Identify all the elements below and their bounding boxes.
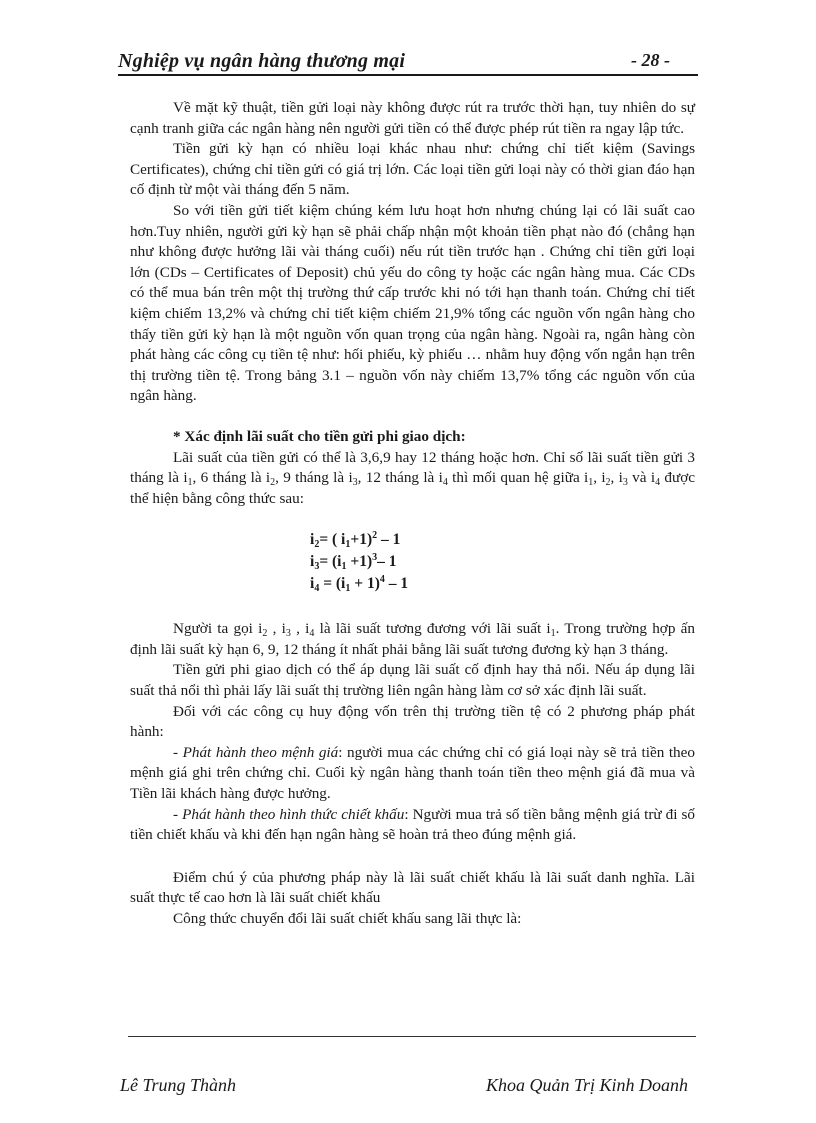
page-content <box>130 98 695 930</box>
paragraph-rates: Lãi suất của tiền gửi có thể là 3,6,9 hay 12 tháng hoặc hơn. Chỉ số lãi suất tiền gửi 3 tháng là $i_1$, 6 tháng là $i_2$, 9 tháng là $i_3$, 12 tháng là $i_4$ thì mối quan hệ giữa $i_1$, $i_2$, $i_3$ và $i_4$ được thể hiện bằng công thức sau: <box>130 448 695 507</box>
paragraph-par-value: - Phát hành theo mệnh giá: người mua các chứng chỉ có giá loại này sẽ trả tiền theo mệnh giá ghi trên chứng chỉ. Cuối kỳ ngân hàng thanh toán tiền theo mệnh giá đã mua và Tiền lãi khách hàng được hưởng. <box>130 743 695 803</box>
footer-divider <box>128 1036 696 1037</box>
paragraph-discount: - Phát hành theo hình thức chiết khấu: Người mua trả số tiền bằng mệnh giá trừ đi số tiền chiết khấu và khi đến hạn ngân hàng sẽ hoàn trả theo đúng mệnh giá. <box>130 805 696 844</box>
footer-author: Lê Trung Thành <box>120 1075 237 1095</box>
paragraph-conversion: Công thức chuyển đổi lãi suất chiết khấu sang lãi thực là: <box>173 910 522 927</box>
paragraph-technical: Về mặt kỹ thuật, tiền gửi loại này không được rút ra trước thời hạn, tuy nhiên do sự cạnh tranh giữa các ngân hàng nên người gửi tiền có thể được phép rút tiền ra ngay lập tức. <box>130 99 695 137</box>
footer-department: Khoa Quản Trị Kinh Doanh <box>485 1075 688 1095</box>
formula-i3: $i_3= (i_1 +1)^3-$ 1 <box>310 552 397 573</box>
page-number: - 28 - <box>631 50 670 70</box>
paragraph-issuance-methods: Đối với các công cụ huy động vốn trên thị trường tiền tệ có 2 phương pháp phát hành: <box>130 702 695 741</box>
formula-i4: $i_4 = (i_1 + 1)^4 - 1$ <box>310 574 409 595</box>
formula-block <box>310 529 695 595</box>
section-heading: * Xác định lãi suất cho tiền gửi phi giao dịch: <box>173 427 466 445</box>
paragraph-comparison: So với tiền gửi tiết kiệm chúng kém lưu hoạt hơn nhưng chúng lại có lãi suất cao hơn.Tuy nhiên, người gửi kỳ hạn sẽ phải chấp nhận một khoản tiền phạt nào đó (chẳng hạn như không được hưởng lãi vài tháng cuối) nếu rút tiền trước hạn . Chứng chỉ tiền gửi loại lớn (CDs – Certificates of Deposit) chủ yếu do công ty hoặc các ngân hàng mua. Các CDs có thể mua bán trên một thị trường thứ cấp trước khi nó tới hạn thanh toán. Chứng chỉ tiết kiệm chiếm 13,2% và chứng chỉ tiết kiệm chiếm 21,9% tổng các nguồn vốn ngân hàng cho thấy tiền gửi kỳ hạn là một nguồn vốn quan trọng của ngân hàng. Ngoài ra, ngân hàng còn phát hàng các công cụ tiền tệ như: hối phiếu, kỳ phiếu … nhằm huy động vốn ngắn hạn trên thị trường tiền tệ. Trong bảng 3.1 – nguồn vốn này chiếm 13,7% tổng các nguồn vốn của ngân hàng. <box>130 201 695 405</box>
term-discount: - Phát hành theo hình thức chiết khấu <box>173 805 405 823</box>
formula-i2: $i_2=$ ( $i_1+1)^2 - 1$ <box>310 530 401 551</box>
paragraph-equivalent-rate: Người ta gọi $i_2$ , $i_3$ , $i_4$ là lãi suất tương đương với lãi suất $i_1$. Trong trường hợp ấn định lãi suất kỳ hạn 6, 9, 12 tháng ít nhất phải bằng lãi suất tương đương kỳ hạn 3 tháng. <box>130 620 696 658</box>
paragraph-term-deposits: Tiền gửi kỳ hạn có nhiều loại khác nhau như: chứng chỉ tiết kiệm (Savings Certificates), chứng chỉ tiền gửi có giá trị lớn. Các loại tiền gửi loại này có thời gian đáo hạn cố định từ một vài tháng đến 5 năm. <box>130 140 695 199</box>
paragraph-note: Điểm chú ý của phương pháp này là lãi suất chiết khấu là lãi suất danh nghĩa. Lãi suất thực tế cao hơn là lãi suất chiết khấu <box>130 868 695 907</box>
page-header <box>118 50 698 76</box>
header-title: Nghiệp vụ ngân hàng thương mại <box>118 50 406 72</box>
paragraph-fixed-floating: Tiền gửi phi giao dịch có thể áp dụng lãi suất cố định hay thả nổi. Nếu áp dụng lãi suất thả nổi thì phải lấy lãi suất thị trường liên ngân hàng làm cơ sở xác định lãi suất. <box>130 661 695 700</box>
term-par-value: - Phát hành theo mệnh giá <box>173 743 339 761</box>
